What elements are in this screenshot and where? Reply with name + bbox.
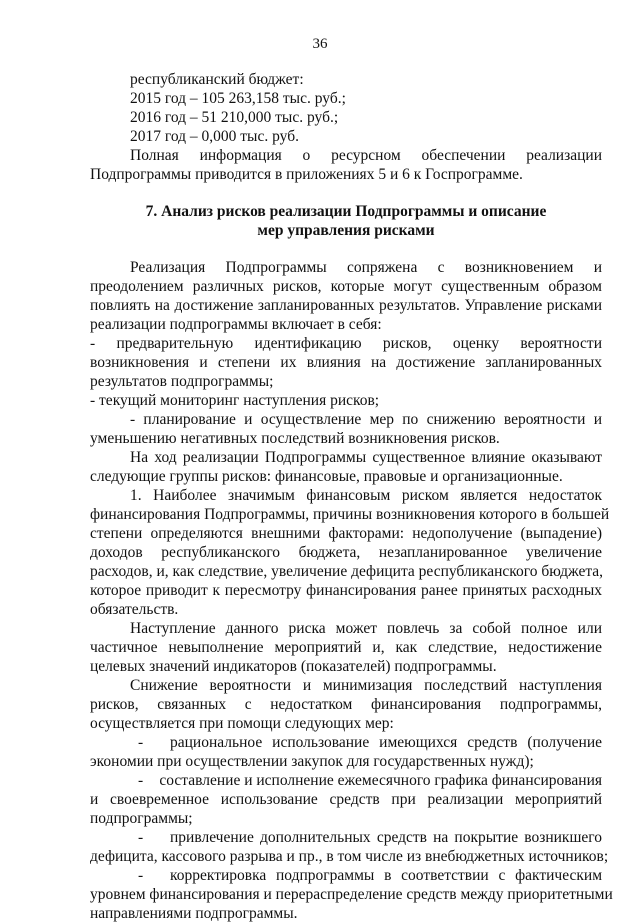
paragraph-line: результатов подпрограммы; [90,373,274,390]
info-line: Подпрограммы приводится в приложениях 5 и 6 к Госпрограмме. [90,166,523,183]
section-heading-line: мер управления рисками [257,222,435,239]
paragraph-line: 1. Наиболее значимым финансовым риском является недостаток [130,487,602,504]
paragraph-line: финансирования Подпрограммы, причины возникновения которого в большей [90,506,610,523]
measure-item-additional-funds [90,828,609,866]
paragraph-line: - планирование и осуществление мер по снижению вероятности и [130,411,602,428]
paragraph-risk-groups [90,448,602,486]
paragraph-line: расходов, и, как следствие, увеличение дефицита республиканского бюджета, [90,563,604,580]
section-heading [90,202,602,240]
paragraph-line: направлениями подпрограммы. [90,905,298,922]
list-item-planning [90,410,602,448]
paragraph-line: дефицита, кассового разрыва и пр., в том числе из внебюджетных источников; [90,848,609,865]
list-item-monitoring [90,391,602,410]
paragraph-line: - предварительную идентификацию рисков, оценку вероятности [90,335,602,352]
paragraph-line: составление и исполнение ежемесячного графика финансирования [159,772,602,789]
paragraph-consequences [90,619,602,676]
paragraph-line: степени определяются внешними факторами: недополучение (выпадение) [90,525,602,542]
measure-item-adjustment [90,866,613,923]
list-dash: - [138,734,144,751]
paragraph-line: привлечение дополнительных средств на покрытие возникшего [170,829,602,846]
paragraph-line: На ход реализации Подпрограммы существенное влияние оказывают [130,449,602,466]
paragraph-line: частичное невыполнение мероприятий и, как следствие, недостижение [90,639,602,656]
paragraph-mitigation [90,676,602,733]
paragraph-line: Снижение вероятности и минимизация последствий наступления [130,677,602,694]
budget-2016: 2016 год – 51 210,000 тыс. руб.; [130,109,339,126]
list-dash: - [138,867,144,884]
paragraph-line: преодолением различных рисков, которые могут существенным образом [90,278,602,295]
section-heading-line: 7. Анализ рисков реализации Подпрограммы и описание [145,203,547,220]
paragraph-line: возникновения и степени их влияния на достижение запланированных [90,354,602,371]
paragraph-line: обязательств. [90,601,179,618]
paragraph-line: и своевременное использование средств при реализации мероприятий [90,791,602,808]
paragraph-line: осуществляется при помощи следующих мер: [90,715,394,732]
paragraph-line: Наступление данного риска может повлечь за собой полное или [130,620,602,637]
paragraph-line: целевых значений индикаторов (показателей) подпрограммы. [90,658,497,675]
measure-item-rational-use [90,733,602,771]
paragraph-line: повлиять на достижение запланированных результатов. Управление рисками [90,297,602,314]
budget-2015: 2015 год – 105 263,158 тыс. руб.; [130,90,346,107]
paragraph-line: следующие группы рисков: финансовые, правовые и организационные. [90,468,563,485]
paragraph-financial-risk [90,486,610,619]
paragraph-intro [90,258,602,334]
paragraph-line: подпрограммы; [90,810,193,827]
paragraph-line: уменьшению негативных последствий возникновения рисков. [90,430,500,447]
paragraph-line: экономии при осуществлении закупок для государственных нужд); [90,753,534,770]
paragraph-line: Реализация Подпрограммы сопряжена с возникновением и [130,259,602,276]
paragraph-line: рисков, связанных с недостатком финансирования подпрограммы, [90,696,602,713]
list-item-identification [90,334,602,391]
info-line: Полная информация о ресурсном обеспечении реализации [130,147,602,164]
budget-block [90,70,602,146]
measure-item-schedule [90,771,602,828]
budget-2017: 2017 год – 0,000 тыс. руб. [130,128,299,145]
paragraph-line: рациональное использование имеющихся средств (получение [170,734,602,751]
paragraph-line: уровнем финансирования и перераспределение средств между приоритетными [90,886,613,903]
paragraph-line: реализации подпрограммы включает в себя: [90,316,382,333]
paragraph-line: доходов республиканского бюджета, незапланированное увеличение [90,544,602,561]
budget-label: республиканский бюджет: [130,71,304,88]
list-dash: - [138,772,144,789]
paragraph-line: которое приводит к пересмотру финансирования ранее принятых расходных [90,582,602,599]
paragraph-line: корректировка подпрограммы в соответствии с фактическим [170,867,602,884]
list-dash: - [138,829,144,846]
page-number: 36 [312,36,328,52]
paragraph-line: - текущий мониторинг наступления рисков; [90,392,380,409]
info-paragraph [90,146,602,184]
document-body [90,70,613,923]
